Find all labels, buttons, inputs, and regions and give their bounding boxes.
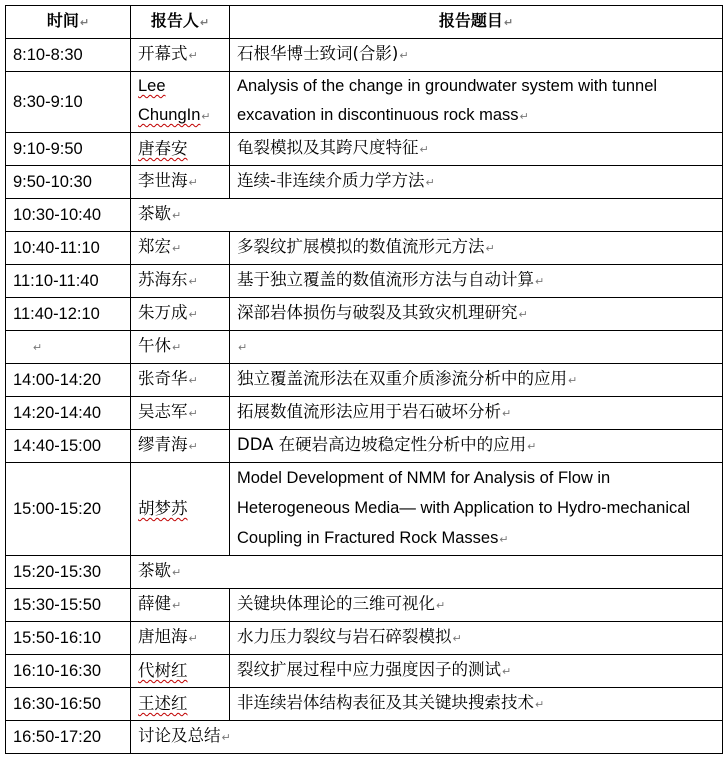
speaker-cell: 胡梦苏 xyxy=(131,463,230,556)
time-cell: 9:50-10:30 xyxy=(6,166,131,199)
speaker-cell: 午休↵ xyxy=(131,331,230,364)
break-cell: 茶歇↵ xyxy=(131,556,723,589)
speaker-cell: 唐春安 xyxy=(131,133,230,166)
speaker-cell: 李世海↵ xyxy=(131,166,230,199)
time-cell: 16:30-16:50 xyxy=(6,688,131,721)
speaker-cell: 代树红 xyxy=(131,655,230,688)
table-row xyxy=(6,298,723,331)
table-row xyxy=(6,589,723,622)
table-row xyxy=(6,364,723,397)
time-cell: 15:20-15:30 xyxy=(6,556,131,589)
time-cell: 8:30-9:10 xyxy=(6,72,131,133)
table-header-row xyxy=(6,6,723,39)
table-row xyxy=(6,265,723,298)
table-row xyxy=(6,622,723,655)
time-cell: 14:00-14:20 xyxy=(6,364,131,397)
time-cell: 10:40-11:10 xyxy=(6,232,131,265)
time-cell: 14:20-14:40 xyxy=(6,397,131,430)
speaker-cell: 郑宏↵ xyxy=(131,232,230,265)
break-cell: 茶歇↵ xyxy=(131,199,723,232)
table-row xyxy=(6,655,723,688)
title-cell: ↵ xyxy=(230,331,723,364)
speaker-cell: Lee ChungIn↵ xyxy=(131,72,230,133)
table-row xyxy=(6,39,723,72)
table-row xyxy=(6,72,723,133)
table-row xyxy=(6,688,723,721)
speaker-cell: 缪青海↵ xyxy=(131,430,230,463)
table-row xyxy=(6,166,723,199)
title-cell: DDA 在硬岩高边坡稳定性分析中的应用↵ xyxy=(230,430,723,463)
speaker-cell: 张奇华↵ xyxy=(131,364,230,397)
title-cell: 龟裂模拟及其跨尺度特征↵ xyxy=(230,133,723,166)
speaker-cell: 薛健↵ xyxy=(131,589,230,622)
time-cell: ↵ xyxy=(6,331,131,364)
title-cell: Model Development of NMM for Analysis of Flow in Heterogeneous Media— with Application to Hydro-mechanical Coupling in Fractured Rock Masses↵ xyxy=(230,463,723,556)
time-cell: 16:10-16:30 xyxy=(6,655,131,688)
speaker-cell: 吴志军↵ xyxy=(131,397,230,430)
table-row xyxy=(6,397,723,430)
title-cell: Analysis of the change in groundwater system with tunnel excavation in discontinuous rock mass↵ xyxy=(230,72,723,133)
title-cell: 关键块体理论的三维可视化↵ xyxy=(230,589,723,622)
title-cell: 石根华博士致词(合影)↵ xyxy=(230,39,723,72)
time-cell: 9:10-9:50 xyxy=(6,133,131,166)
table-row xyxy=(6,133,723,166)
time-cell: 8:10-8:30 xyxy=(6,39,131,72)
schedule-table xyxy=(5,5,723,754)
speaker-cell: 唐旭海↵ xyxy=(131,622,230,655)
title-cell: 裂纹扩展过程中应力强度因子的测试↵ xyxy=(230,655,723,688)
table-row xyxy=(6,721,723,754)
time-cell: 16:50-17:20 xyxy=(6,721,131,754)
time-cell: 10:30-10:40 xyxy=(6,199,131,232)
title-cell: 深部岩体损伤与破裂及其致灾机理研究↵ xyxy=(230,298,723,331)
speaker-cell: 开幕式↵ xyxy=(131,39,230,72)
header-title: 报告题目↵ xyxy=(230,6,723,39)
table-row xyxy=(6,331,723,364)
title-cell: 基于独立覆盖的数值流形方法与自动计算↵ xyxy=(230,265,723,298)
table-row xyxy=(6,463,723,556)
table-row xyxy=(6,430,723,463)
time-cell: 11:40-12:10 xyxy=(6,298,131,331)
time-cell: 15:00-15:20 xyxy=(6,463,131,556)
table-row xyxy=(6,232,723,265)
time-cell: 11:10-11:40 xyxy=(6,265,131,298)
table-row xyxy=(6,199,723,232)
title-cell: 连续-非连续介质力学方法↵ xyxy=(230,166,723,199)
speaker-cell: 王述红 xyxy=(131,688,230,721)
title-cell: 水力压力裂纹与岩石碎裂模拟↵ xyxy=(230,622,723,655)
title-cell: 独立覆盖流形法在双重介质渗流分析中的应用↵ xyxy=(230,364,723,397)
time-cell: 15:50-16:10 xyxy=(6,622,131,655)
speaker-cell: 朱万成↵ xyxy=(131,298,230,331)
title-cell: 非连续岩体结构表征及其关键块搜索技术↵ xyxy=(230,688,723,721)
time-cell: 14:40-15:00 xyxy=(6,430,131,463)
speaker-cell: 苏海东↵ xyxy=(131,265,230,298)
table-row xyxy=(6,556,723,589)
title-cell: 多裂纹扩展模拟的数值流形元方法↵ xyxy=(230,232,723,265)
time-cell: 15:30-15:50 xyxy=(6,589,131,622)
title-cell: 拓展数值流形法应用于岩石破坏分析↵ xyxy=(230,397,723,430)
header-time: 时间↵ xyxy=(6,6,131,39)
closing-cell: 讨论及总结↵ xyxy=(131,721,723,754)
header-speaker: 报告人↵ xyxy=(131,6,230,39)
